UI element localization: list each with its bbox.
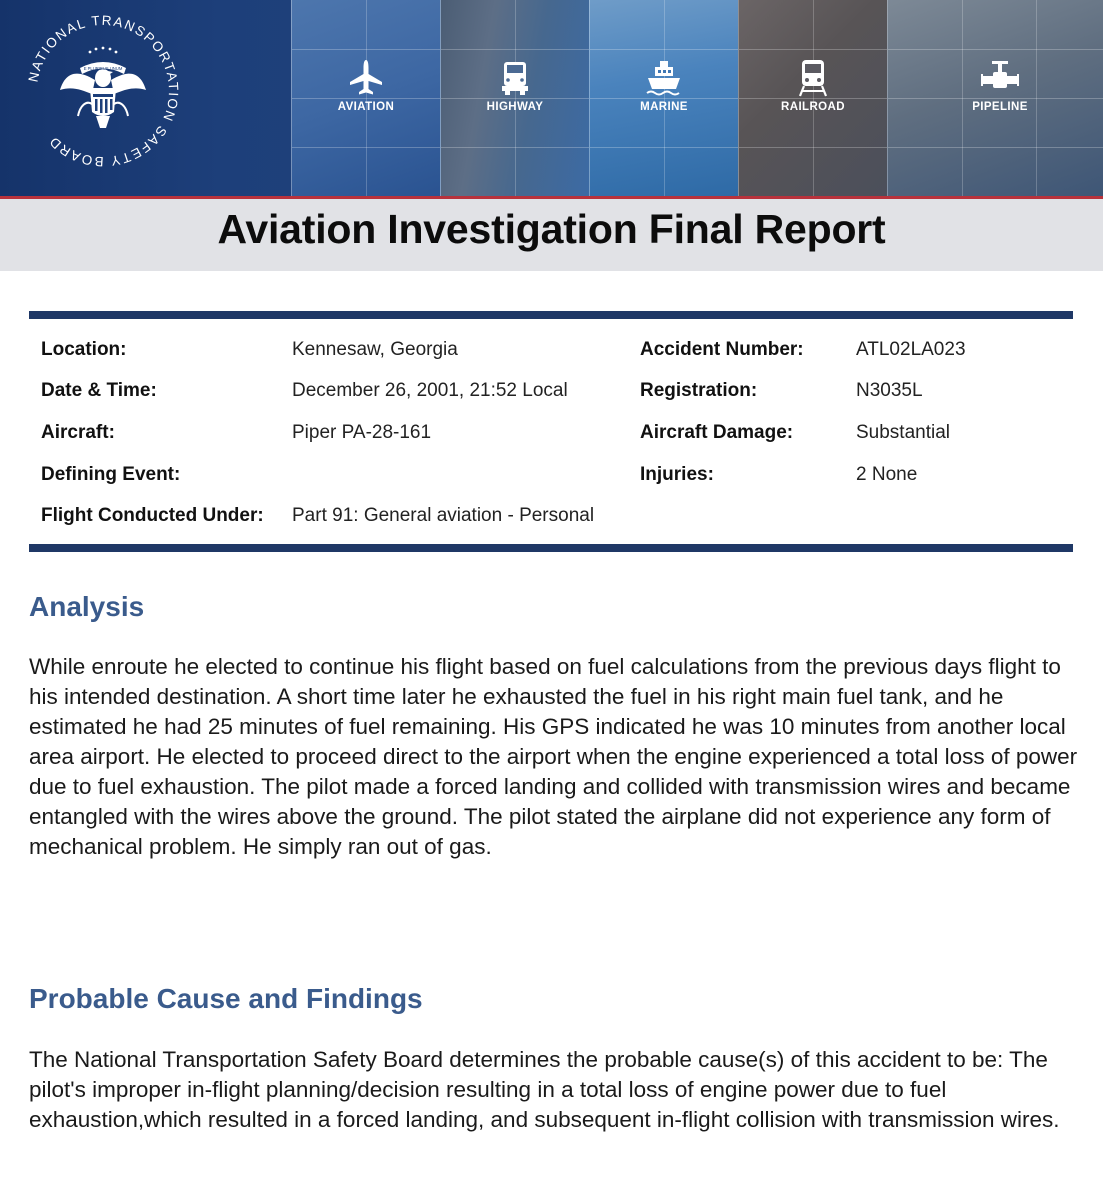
date-time-value: December 26, 2001, 21:52 Local bbox=[292, 380, 568, 401]
mode-label-highway: HIGHWAY bbox=[486, 101, 544, 113]
truck-icon bbox=[493, 56, 537, 100]
info-table-top-rule bbox=[29, 311, 1073, 319]
mode-label-marine: MARINE bbox=[640, 101, 688, 113]
aircraft-damage-value: Substantial bbox=[856, 422, 951, 443]
report-title: Aviation Investigation Final Report bbox=[217, 206, 886, 252]
accident-number-value: ATL02LA023 bbox=[856, 339, 966, 360]
mode-tile-marine[interactable] bbox=[589, 0, 738, 196]
mode-tile-railroad[interactable] bbox=[738, 0, 887, 196]
registration-label: Registration: bbox=[640, 380, 758, 401]
accident-number-label: Accident Number: bbox=[640, 339, 804, 360]
seal-ring-text: NATIONAL TRANSPORTATION SAFETY BOARD bbox=[25, 12, 182, 170]
location-label: Location: bbox=[41, 339, 127, 360]
mode-tile-aviation[interactable] bbox=[291, 0, 440, 196]
injuries-label: Injuries: bbox=[640, 464, 714, 485]
location-value: Kennesaw, Georgia bbox=[292, 339, 458, 360]
flight-conducted-label: Flight Conducted Under: bbox=[41, 505, 264, 526]
analysis-text: While enroute he elected to continue his flight based on fuel calculations from the previous days flight to his intended destination. A short time later he exhausted the fuel in his right main fuel tank, and he estimated he had 25 minutes of fuel remaining. His GPS indicated he was 10 minutes from another local area airport. He elected to proceed direct to the airport when the engine experienced a total loss of power due to fuel exhaustion. The pilot made a forced landing and collided with transmission wires and became entangled with the wires above the ground. The pilot stated the airplane did not experience any form of mechanical problem. He simply ran out of gas. bbox=[29, 654, 1078, 859]
probable-cause-text: The National Transportation Safety Board determines the probable cause(s) of this accident to be: The pilot's improper in-flight planning/decision resulting in a total loss of engine power due to fuel exhaustion,which resulted in a forced landing, and subsequent in-flight collision with transmission wires. bbox=[29, 1047, 1060, 1132]
probable-cause-heading: Probable Cause and Findings bbox=[29, 983, 423, 1014]
analysis-heading: Analysis bbox=[29, 591, 145, 622]
info-table-bottom-rule bbox=[29, 544, 1073, 552]
aircraft-value: Piper PA-28-161 bbox=[292, 422, 432, 443]
registration-value: N3035L bbox=[856, 380, 923, 401]
train-icon bbox=[791, 56, 835, 100]
mode-label-pipeline: PIPELINE bbox=[972, 101, 1028, 113]
pipeline-valve-icon bbox=[978, 56, 1022, 100]
mode-label-aviation: AVIATION bbox=[337, 101, 395, 113]
mode-tile-pipeline[interactable] bbox=[887, 0, 1103, 196]
header-banner bbox=[0, 0, 1103, 196]
aircraft-label: Aircraft: bbox=[41, 422, 115, 443]
aircraft-damage-label: Aircraft Damage: bbox=[640, 422, 794, 443]
defining-event-label: Defining Event: bbox=[41, 464, 181, 485]
flight-conducted-value: Part 91: General aviation - Personal bbox=[292, 505, 595, 526]
ntsb-seal-logo bbox=[20, 8, 186, 174]
date-time-label: Date & Time: bbox=[41, 380, 157, 401]
mode-label-railroad: RAILROAD bbox=[781, 101, 845, 113]
seal-ribbon-text: E PLURIBUS UNUM bbox=[83, 66, 123, 71]
injuries-value: 2 None bbox=[856, 464, 918, 485]
airplane-icon bbox=[344, 56, 388, 100]
mode-tile-highway[interactable] bbox=[440, 0, 589, 196]
ship-icon bbox=[642, 56, 686, 100]
